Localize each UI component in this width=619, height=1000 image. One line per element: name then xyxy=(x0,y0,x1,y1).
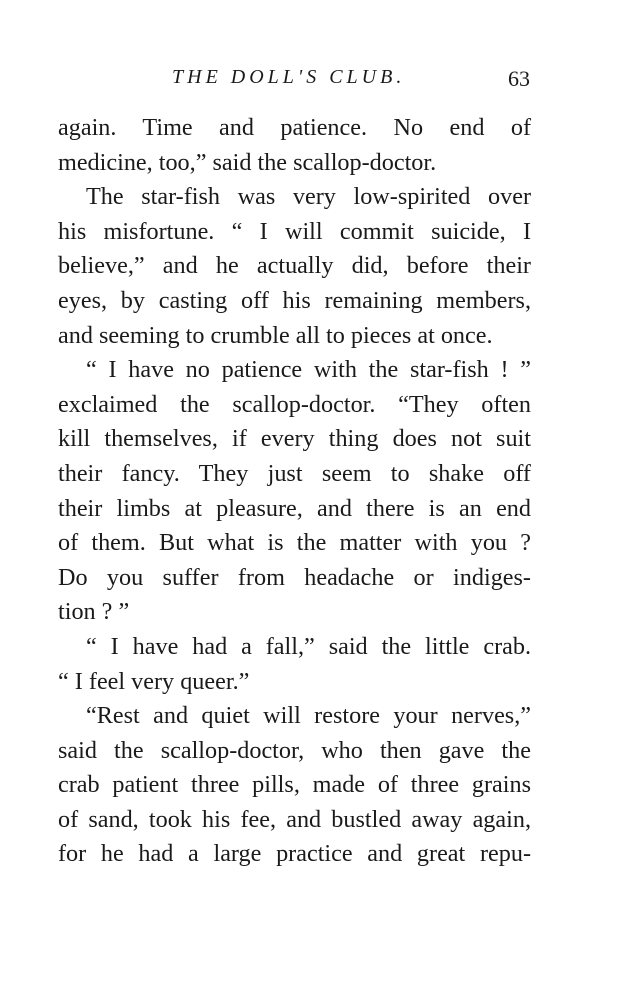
text-line: and seeming to crumble all to pieces at once. xyxy=(58,321,493,349)
text-line: eyes, by casting off his remaining members, xyxy=(58,286,531,314)
text-line: The star-fish was very low-spirited over xyxy=(86,183,531,211)
text-line: “ I feel very queer.” xyxy=(58,667,250,695)
text-line: of sand, took his fee, and bustled away again, xyxy=(58,805,531,833)
text-line: for he had a large practice and great repu- xyxy=(58,840,531,868)
page-header xyxy=(60,66,530,94)
text-line: his misfortune. “ I will commit suicide, I xyxy=(58,217,531,245)
text-line: their limbs at pleasure, and there is an end xyxy=(58,494,531,522)
page-number: 63 xyxy=(508,66,530,91)
text-line: “ I have no patience with the star-fish ! ” xyxy=(86,356,531,384)
text-line: said the scallop-doctor, who then gave the xyxy=(58,736,531,764)
text-line: medicine, too,” said the scallop-doctor. xyxy=(58,148,437,176)
text-line: “Rest and quiet will restore your nerves,” xyxy=(86,702,531,730)
text-line: tion ? ” xyxy=(58,598,130,626)
text-line: of them. But what is the matter with you ? xyxy=(58,529,531,557)
text-line: Do you suffer from headache or indiges- xyxy=(58,563,531,591)
text-line: kill themselves, if every thing does not suit xyxy=(58,425,531,453)
text-line: crab patient three pills, made of three grains xyxy=(58,771,531,799)
text-line: “ I have had a fall,” said the little crab. xyxy=(86,632,531,660)
text-line: their fancy. They just seem to shake off xyxy=(58,459,531,487)
text-line: exclaimed the scallop-doctor. “They often xyxy=(58,390,531,418)
running-title: THE DOLL'S CLUB. xyxy=(172,66,406,88)
text-line: believe,” and he actually did, before their xyxy=(58,252,531,280)
text-line: again. Time and patience. No end of xyxy=(58,114,531,141)
body-text xyxy=(58,111,531,872)
